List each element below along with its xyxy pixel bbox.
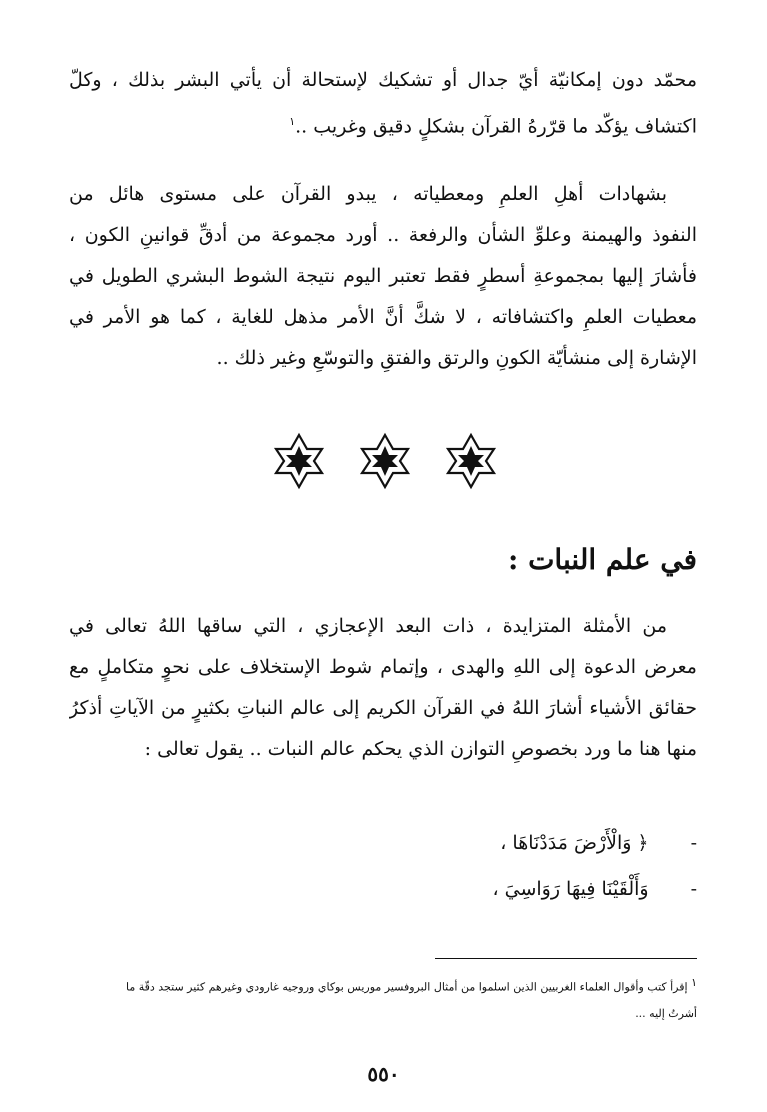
list-item xyxy=(492,820,697,866)
list-item xyxy=(492,866,697,912)
text-line: حقائق الأشياء أشارَ اللهُ في القرآن الكريم إلى عالم النباتِ بكثيرٍ من الآياتِ أذكرُ xyxy=(69,697,697,719)
verse-list xyxy=(492,820,697,912)
list-bullet: - xyxy=(690,832,697,854)
footnote-divider xyxy=(435,958,697,959)
text-line: معرض الدعوة إلى اللهِ والهدى ، وإتمام شوط الإستخلاف على نحوٍ متكاملٍ مع xyxy=(69,656,697,678)
text-line: معطيات العلمِ واكتشافاته ، لا شكَّ أنَّ الأمر مذهل للغاية ، كما هو الأمر في xyxy=(69,306,697,328)
paragraph-intro xyxy=(69,60,697,147)
text-line: محمّد دون إمكانيّة أيّ جدال أو تشكيك لإستحالة أن يأتي البشر بذلك ، وكلّ xyxy=(69,69,697,91)
paragraph-testimonies xyxy=(69,174,697,379)
star-icon xyxy=(272,432,326,490)
footnote-number: ١ xyxy=(691,976,697,989)
star-icon xyxy=(358,432,412,490)
footnote-line: إقرأ كتب وأقوال العلماء الغربيين الذين اسلموا من أمثال البروفسير موريس بوكاي وروجيه غارودي وغيرهم كثير ستجد دقّة ما xyxy=(125,980,688,994)
text-line-content: اكتشاف يؤكّد ما قرّرهُ القرآن بشكلٍ دقيق وغريب .. xyxy=(295,115,697,138)
paragraph-botany xyxy=(69,606,697,770)
section-heading: في علم النبات : xyxy=(507,543,697,576)
text-line: بشهادات أهلِ العلمِ ومعطياته ، يبدو القرآن على مستوى هائل من xyxy=(69,183,667,205)
section-divider-stars xyxy=(272,432,502,492)
footnote xyxy=(69,970,697,1027)
list-bullet: - xyxy=(690,878,697,900)
star-icon xyxy=(444,432,498,490)
verse-text: وَأَلْقَيْنَا فِيهَا رَوَاسِيَ ، xyxy=(492,878,649,900)
text-line: النفوذ والهيمنة وعلوِّ الشأن والرفعة .. أورد مجموعة من أدقِّ قوانينِ الكون ، xyxy=(69,224,697,246)
text-line: فأشارَ إليها بمجموعةِ أسطرٍ فقط تعتبر اليوم نتيجة الشوط البشري الطويل في xyxy=(69,265,697,287)
text-line: من الأمثلة المتزايدة ، ذات البعد الإعجازي ، التي ساقها اللهُ تعالى في xyxy=(69,615,667,637)
text-line: الإشارة إلى منشأيّة الكونِ والرتق والفتقِ والتوسّعِ وغير ذلك .. xyxy=(216,347,697,369)
footnote-reference: ١ xyxy=(289,115,296,128)
page-number: ٥٥٠ xyxy=(367,1062,400,1086)
verse-text: ﴿ وَالْأَرْضَ مَدَدْنَاهَا ، xyxy=(500,832,649,854)
footnote-line: أشرتُ إليه ... xyxy=(635,1006,697,1020)
text-line xyxy=(69,101,697,147)
text-line: منها هنا ما ورد بخصوصِ التوازن الذي يحكم عالم النبات .. يقول تعالى : xyxy=(144,738,697,760)
